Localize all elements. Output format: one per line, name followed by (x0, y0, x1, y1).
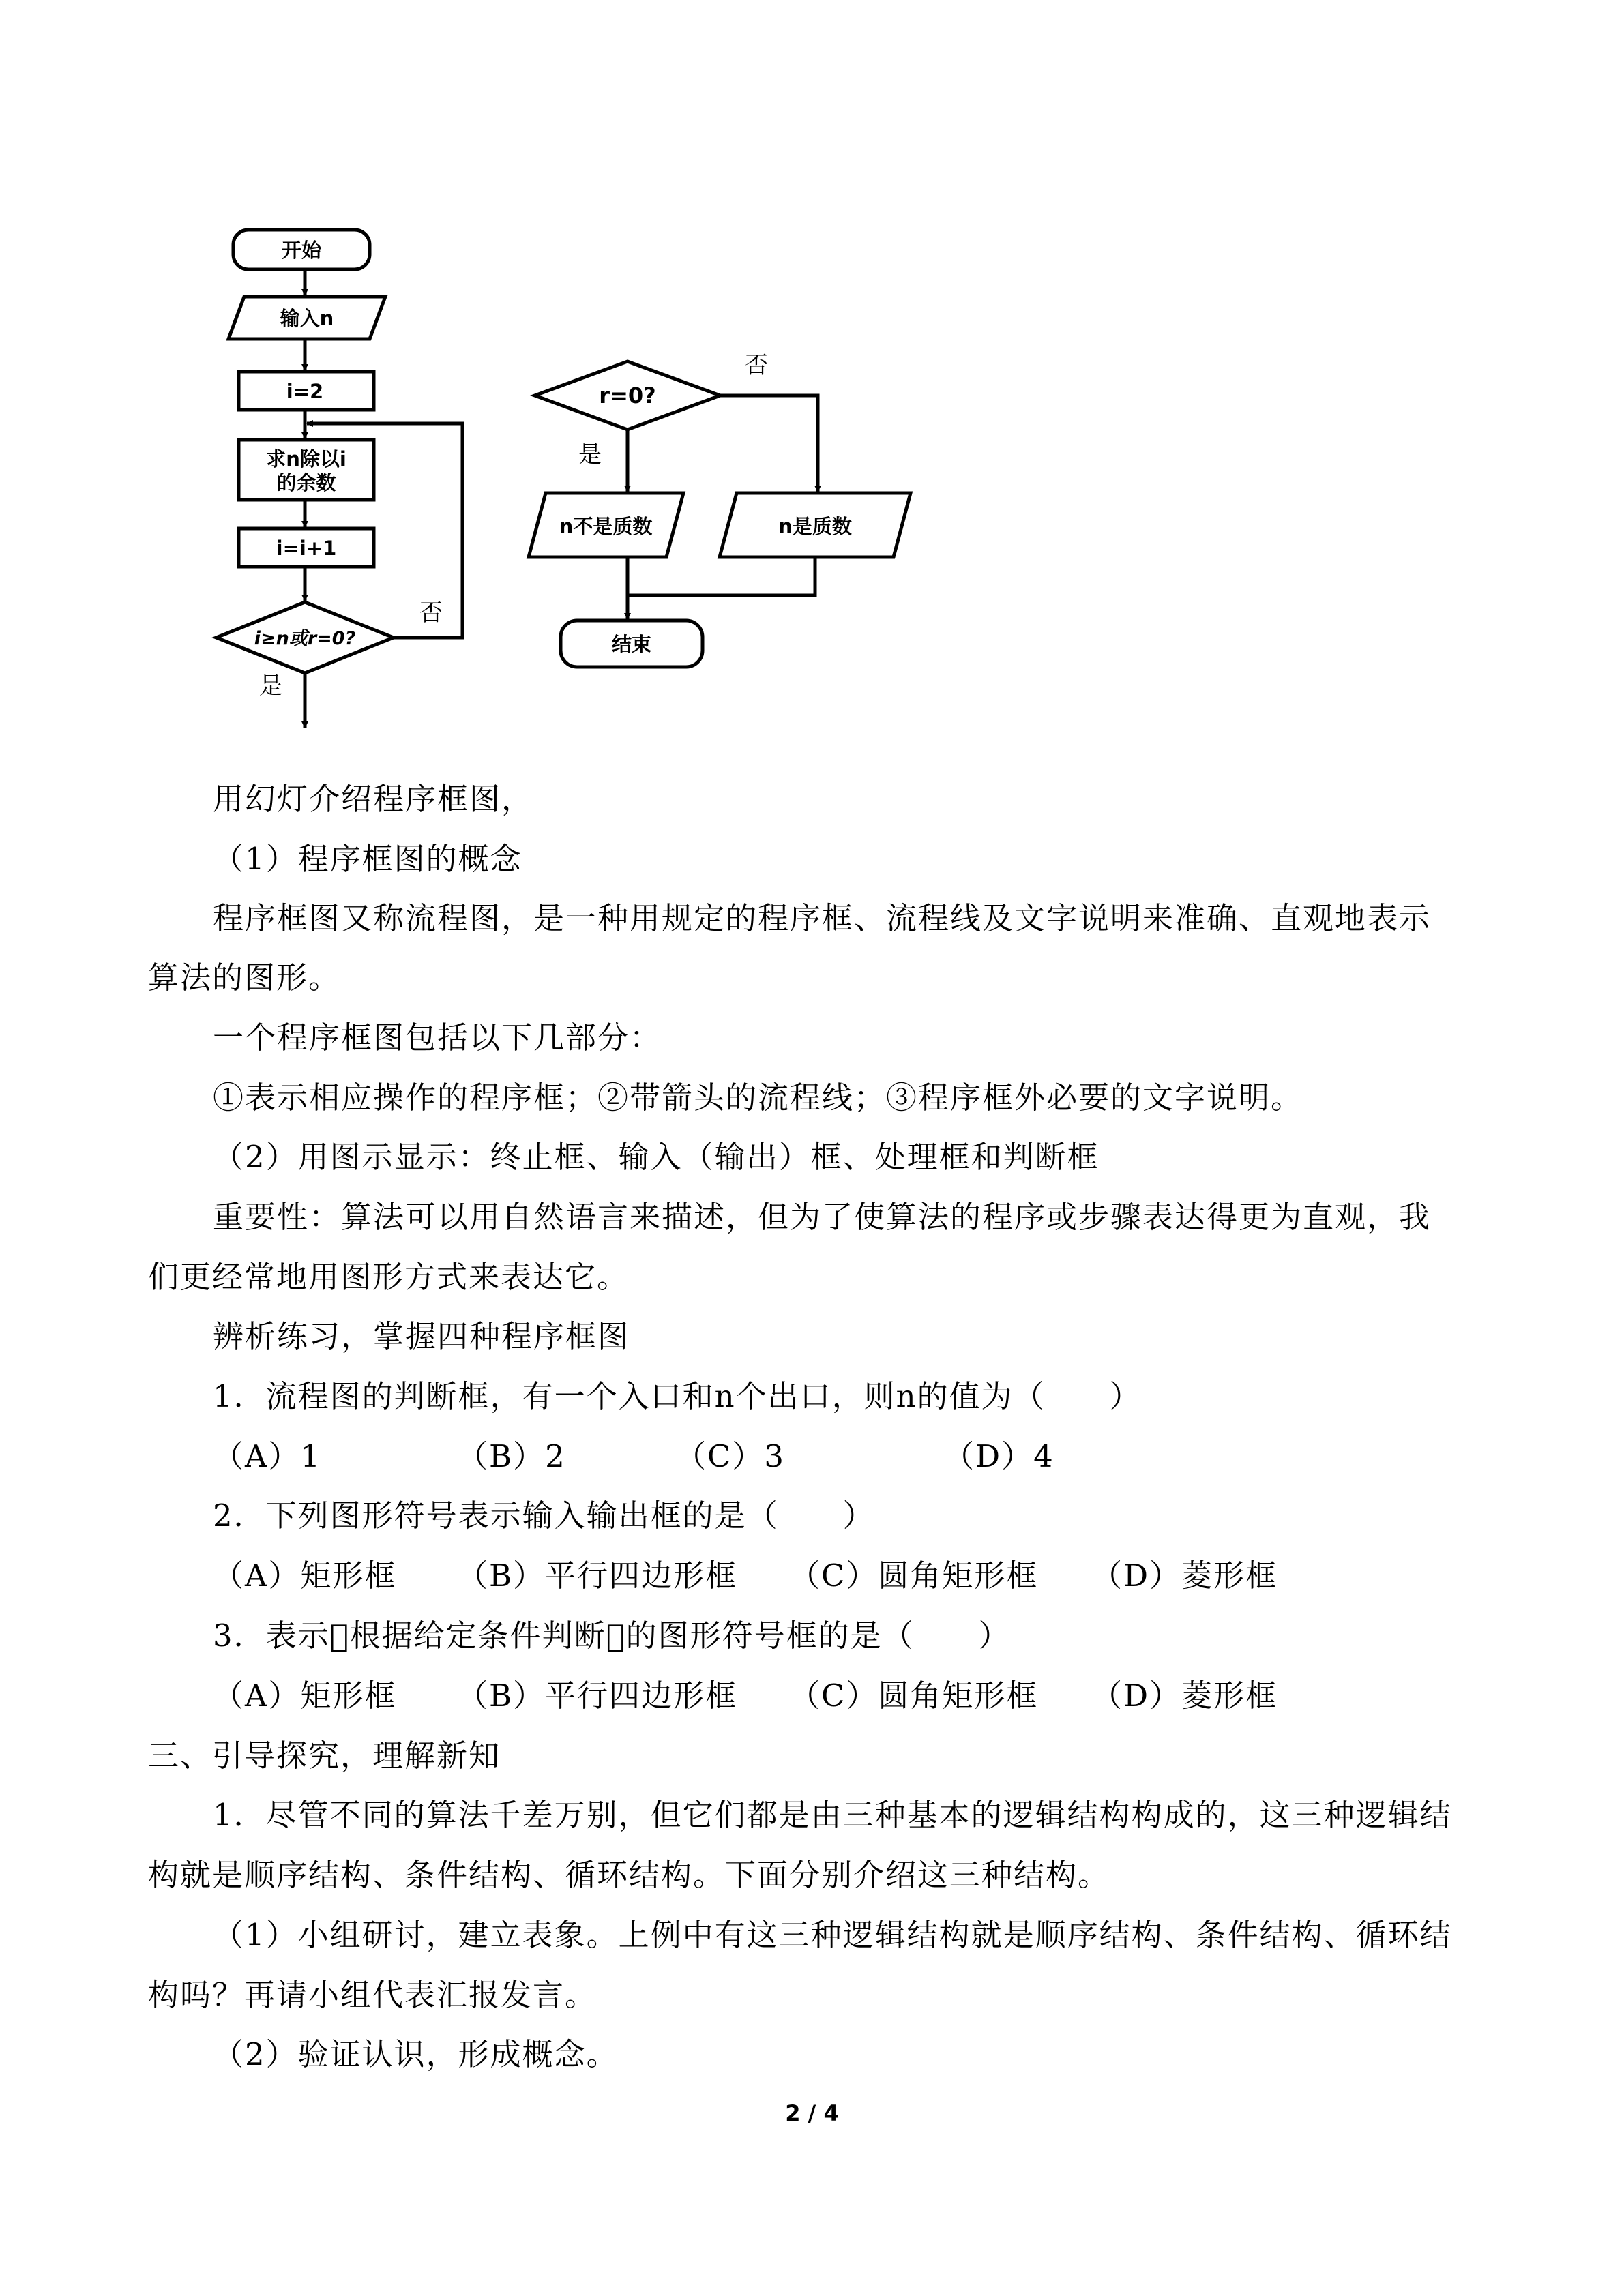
section-3-paragraph-2a: （1）小组研讨，建立表象。上例中有这三种逻辑结构就是顺序结构、条件结构、循环结 (213, 1917, 1452, 1953)
prime-yes-label: 是 (578, 441, 602, 468)
compute-label-1: 求n除以i (266, 447, 346, 471)
loop-no-label: 否 (419, 599, 443, 627)
paragraph-parts-intro: 一个程序框图包括以下几部分： (213, 1019, 662, 1056)
paragraph-importance-2: 们更经常地用图形方式来表达它。 (148, 1259, 630, 1295)
paragraph-importance-1: 重要性：算法可以用自然语言来描述，但为了使算法的程序或步骤表达得更为直观，我 (213, 1199, 1432, 1235)
q2-option-a: （A）矩形框 (213, 1557, 397, 1594)
q1-option-a: （A）1 (213, 1438, 322, 1474)
section-3-paragraph-2b: 构吗？再请小组代表汇报发言。 (148, 1977, 597, 2013)
q3-option-a: （A）矩形框 (213, 1678, 397, 1714)
q1-option-b: （B）2 (457, 1438, 566, 1474)
paragraph-exercise-intro: 辨析练习，掌握四种程序框图 (213, 1318, 630, 1354)
q2-option-c: （C）圆角矩形框 (789, 1557, 1039, 1594)
subheading-symbols: （2）用图示显示：终止框、输入（输出）框、处理框和判断框 (213, 1139, 1099, 1175)
end-label: 结束 (611, 633, 652, 656)
loop-condition-label: i≥n或r=0? (254, 628, 356, 649)
question-3: 3．表示 根据给定条件判断 的图形符号框的是（ ） (213, 1617, 1011, 1654)
not-prime-label: n不是质数 (559, 515, 653, 538)
init-label: i=2 (286, 380, 324, 403)
section-3-heading: 三、引导探究，理解新知 (148, 1738, 501, 1774)
q1-option-d: （D）4 (943, 1438, 1054, 1474)
paragraph-intro: 用幻灯介绍程序框图， (213, 781, 534, 817)
flowchart-figure (211, 208, 921, 741)
q3-option-d: （D）菱形框 (1091, 1678, 1278, 1714)
paragraph-definition-2: 算法的图形。 (148, 959, 341, 996)
question-1: 1．流程图的判断框，有一个入口和n个出口，则n的值为（ ） (213, 1378, 1142, 1414)
input-label: 输入n (280, 307, 334, 330)
prime-condition-label: r=0? (599, 383, 656, 408)
subheading-concept: （1）程序框图的概念 (213, 841, 522, 877)
question-2: 2．下列图形符号表示输入输出框的是（ ） (213, 1497, 875, 1534)
section-3-paragraph-3: （2）验证认识，形成概念。 (213, 2036, 619, 2072)
q1-option-c: （C）3 (675, 1438, 786, 1474)
q2-option-b: （B）平行四边形框 (457, 1557, 738, 1594)
prime-no-label: 否 (745, 352, 768, 379)
start-label: 开始 (281, 239, 322, 262)
paragraph-definition-1: 程序框图又称流程图，是一种用规定的程序框、流程线及文字说明来准确、直观地表示 (213, 900, 1432, 936)
compute-label-2: 的余数 (276, 471, 336, 494)
page-number: 2 / 4 (785, 2100, 839, 2126)
q3-option-c: （C）圆角矩形框 (789, 1678, 1039, 1714)
q2-option-d: （D）菱形框 (1091, 1557, 1278, 1594)
q3-option-b: （B）平行四边形框 (457, 1678, 738, 1714)
section-3-paragraph-1a: 1．尽管不同的算法千差万别，但它们都是由三种基本的逻辑结构构成的，这三种逻辑结 (213, 1797, 1452, 1833)
section-3-paragraph-1b: 构就是顺序结构、条件结构、循环结构。下面分别介绍这三种结构。 (148, 1857, 1110, 1893)
prime-label: n是质数 (778, 515, 852, 538)
loop-yes-label: 是 (259, 672, 282, 700)
increment-label: i=i+1 (276, 537, 337, 560)
paragraph-parts-list: ①表示相应操作的程序框；②带箭头的流程线；③程序框外必要的文字说明。 (213, 1079, 1303, 1116)
